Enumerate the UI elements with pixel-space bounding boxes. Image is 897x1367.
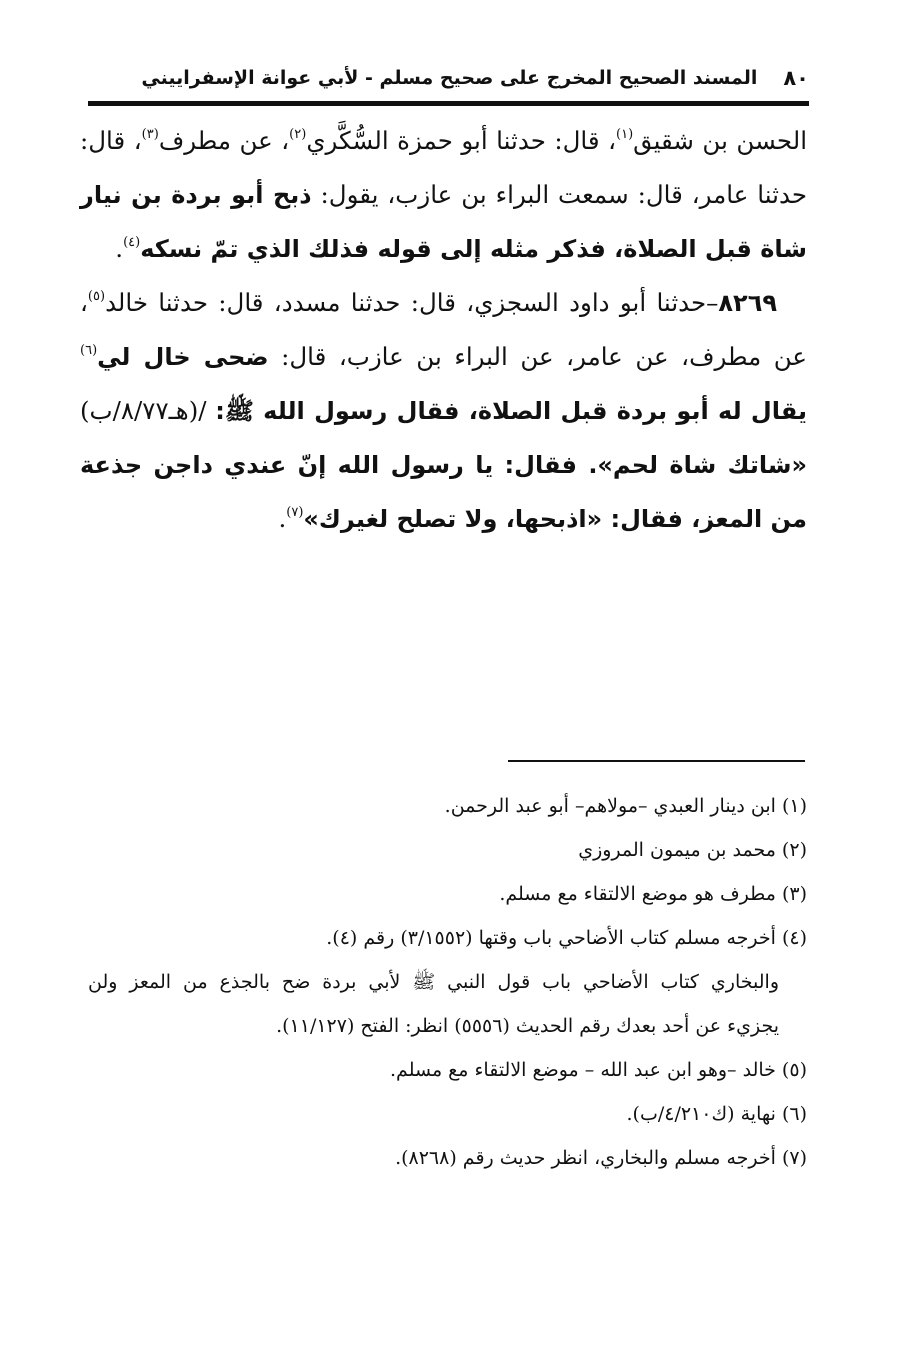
text-run: .	[278, 504, 287, 533]
paragraph-continuation	[80, 114, 807, 276]
footnote-ref: (٢)	[289, 127, 307, 142]
footnote-separator	[508, 760, 805, 762]
footnote-2: (٢) محمد بن ميمون المروزي	[578, 839, 807, 861]
manuscript-marker: /(هـ٨/٧٧/ب)	[80, 396, 216, 425]
running-header	[88, 58, 809, 98]
text-run: ، عن مطرف، عن عامر، عن البراء بن عازب، قال:	[80, 288, 808, 371]
header-rule	[88, 101, 809, 106]
footnotes	[88, 784, 807, 1180]
text-run: –حدثنا أبو داود السجزي، قال: حدثنا مسدد، قال: حدثنا خالد	[105, 288, 719, 317]
footnote-ref: (٣)	[141, 127, 159, 142]
hadith-text: «شاتك شاة لحم». فقال: يا رسول الله إنّ عندي داجن جذعة من المعز، فقال: «اذبحها، ولا تصلح لغيرك»	[80, 451, 807, 533]
running-title: المسند الصحيح المخرج على صحيح مسلم - لأبي عوانة الإسفراييني	[141, 67, 758, 89]
footnote-3: (٣) مطرف هو موضع الالتقاء مع مسلم.	[499, 883, 807, 905]
footnote-4: (٤) أخرجه مسلم كتاب الأضاحي باب وقتها (٣/١٥٥٢) رقم (٤).	[326, 927, 807, 949]
footnote-1: (١) ابن دينار العبدي –مولاهم– أبو عبد الرحمن.	[444, 795, 807, 817]
footnote-ref: (٧)	[286, 505, 304, 520]
hadith-text: ذبح أبو بردة بن نيار شاة قبل الصلاة، فذكر مثله إلى قوله فذلك الذي تمّ نسكه	[80, 181, 807, 263]
footnote-7: (٧) أخرجه مسلم والبخاري، انظر حديث رقم (٨٢٦٨).	[395, 1147, 807, 1169]
hadith-text: ضحى خال لي	[97, 343, 269, 371]
page-number: ٨٠	[783, 66, 809, 90]
footnote-ref: (٦)	[80, 343, 98, 358]
footnote-ref: (٤)	[123, 235, 141, 250]
footnote-6: (٦) نهاية (ك٤/٢١٠/ب).	[626, 1103, 807, 1125]
hadith-paragraph	[80, 276, 807, 546]
text-run: ، عن مطرف	[158, 126, 290, 155]
hadith-text: يقال له أبو بردة قبل الصلاة، فقال رسول الله ﷺ:	[215, 397, 808, 425]
text-run: ، قال: حدثنا عامر، قال: سمعت البراء بن عازب، يقول:	[80, 126, 807, 209]
footnote-4-continuation: والبخاري كتاب الأضاحي باب قول النبي ﷺ لأبي بردة ضح بالجذع من المعز ولن	[88, 971, 779, 993]
footnote-ref: (١)	[616, 127, 634, 142]
text-run: .	[115, 234, 124, 263]
text-run: الحسن بن شقيق	[633, 126, 808, 155]
main-text	[80, 114, 807, 546]
footnote-4-continuation: يجزيء عن أحد بعدك رقم الحديث (٥٥٥٦) انظر: الفتح (١١/١٢٧).	[276, 1015, 779, 1037]
footnote-ref: (٥)	[87, 289, 106, 304]
footnote-5: (٥) خالد –وهو ابن عبد الله – موضع الالتقاء مع مسلم.	[390, 1059, 807, 1081]
text-run: ، قال: حدثنا أبو حمزة السُّكَّري	[306, 126, 617, 155]
hadith-number: ٨٢٦٩	[718, 289, 777, 317]
